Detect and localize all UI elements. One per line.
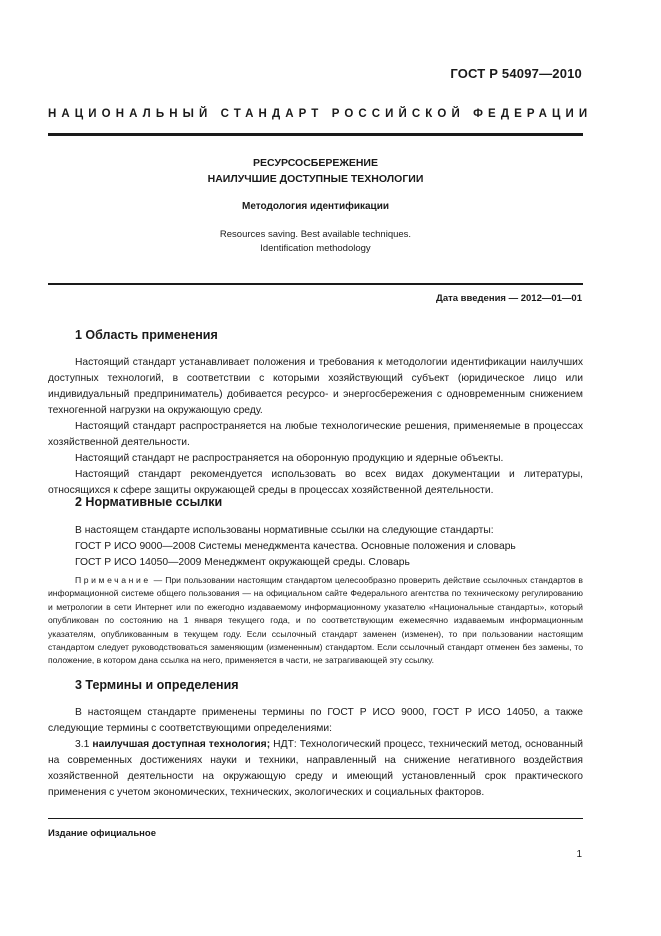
- section-3-heading: 3 Термины и определения: [75, 678, 239, 692]
- note-label: Примечание: [75, 575, 151, 585]
- term-text: НДТ: Технологический процесс, технический метод, основанный на современных достижениях науки и техники, направленный на снижение негативного воздействия хозяйственной деятельности на окружающую среду и имеющий установленный срок практического применения с учетом экономических, технических, экологических и социальных факторов.: [48, 739, 583, 798]
- section-1-paragraph-1: Настоящий стандарт устанавливает положения и требования к методологии идентификации наилучших доступных технологий, в соответствии с которыми хозяйствующий субъект (юридическое лицо или индивидуальный предприниматель) добивается ресурсо- и энергосбережения с одновременным снижением техногенной нагрузки на окружающую среду.: [48, 357, 583, 416]
- page-number: 1: [576, 849, 582, 860]
- section-1-paragraph-4: Настоящий стандарт рекомендуется использовать во всех видах документации и литературы, относящихся к сфере защиты окружающей среды в процессах хозяйственной деятельности.: [48, 469, 583, 496]
- section-2-note: [48, 574, 583, 668]
- english-title-line-2: Identification methodology: [260, 243, 371, 254]
- introduction-date: Дата введения — 2012—01—01: [436, 293, 582, 304]
- national-standard-banner: НАЦИОНАЛЬНЫЙ СТАНДАРТ РОССИЙСКОЙ ФЕДЕРАЦИИ: [48, 108, 593, 120]
- term-name: наилучшая доступная технология;: [92, 739, 271, 750]
- section-2-heading: 2 Нормативные ссылки: [75, 495, 223, 509]
- term-number: 3.1: [75, 739, 90, 750]
- title-line-2: НАИЛУЧШИЕ ДОСТУПНЫЕ ТЕХНОЛОГИИ: [207, 173, 424, 185]
- official-edition-label: Издание официальное: [48, 828, 156, 839]
- section-1-heading: 1 Область применения: [75, 328, 218, 342]
- normative-reference-2: ГОСТ Р ИСО 14050—2009 Менеджмент окружающей среды. Словарь: [75, 557, 410, 568]
- english-title-line-1: Resources saving. Best available techniques.: [219, 229, 412, 240]
- section-1-paragraph-2: Настоящий стандарт распространяется на любые технологические решения, применяемые в процессах хозяйственной деятельности.: [48, 421, 583, 448]
- term-definition-3-1: [48, 737, 583, 801]
- document-subtitle: Методология идентификации: [241, 201, 389, 212]
- normative-reference-1: ГОСТ Р ИСО 9000—2008 Системы менеджмента качества. Основные положения и словарь: [75, 541, 516, 552]
- footer-rule: [48, 818, 583, 819]
- section-1-paragraph-3: Настоящий стандарт не распространяется на оборонную продукцию и ядерные объекты.: [75, 453, 504, 464]
- section-2-intro: В настоящем стандарте использованы нормативные ссылки на следующие стандарты:: [75, 525, 494, 536]
- title-rule: [48, 283, 583, 285]
- header-rule: [48, 133, 583, 136]
- title-line-1: РЕСУРСОСБЕРЕЖЕНИЕ: [253, 157, 378, 169]
- note-text: — При пользовании настоящим стандартом целесообразно проверить действие ссылочных стандартов в информационной системе общего пользования — на официальном сайте Федерального агентства по техническому регулированию и метрологии в сети Интернет или по ежегодно издаваемому информационному указателю «Национальные стандарты», который опубликован по состоянию на 1 января текущего года, и по соответствующим ежемесячно издаваемым информационным указателям, опубликованным в текущем году. Если ссылочный стандарт заменен (изменен), то при пользовании настоящим стандартом следует руководствоваться заменяющим (измененным) стандартом. Если ссылочный стандарт отменен без замены, то положение, в котором дана ссылка на него, применяется в части, не затрагивающей эту ссылку.: [48, 575, 583, 666]
- document-code: ГОСТ Р 54097—2010: [450, 66, 582, 81]
- section-3-paragraph-1: В настоящем стандарте применены термины по ГОСТ Р ИСО 9000, ГОСТ Р ИСО 14050, а также следующие термины с соответствующими определениями:: [48, 707, 583, 734]
